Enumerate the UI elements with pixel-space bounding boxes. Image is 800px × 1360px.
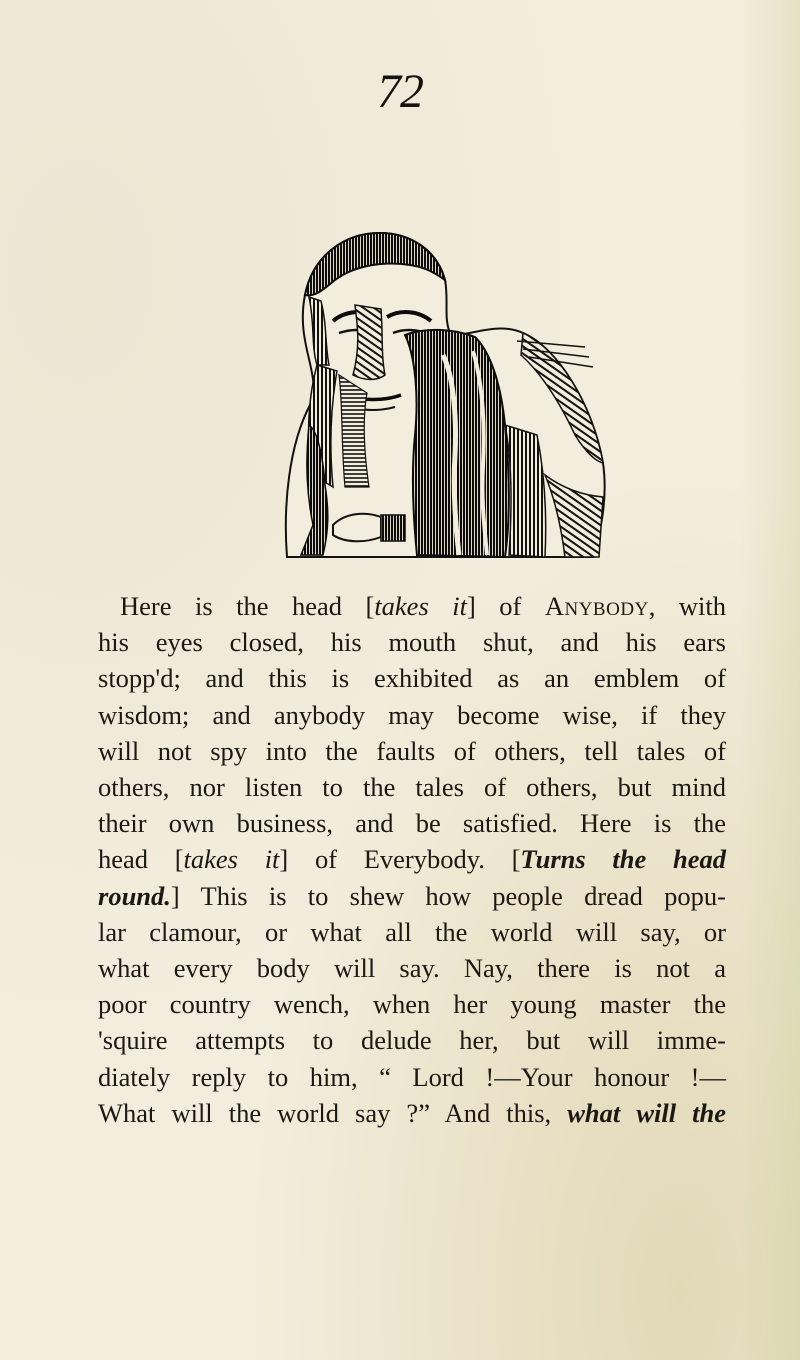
text-line: what every body will say. Nay, there is not a xyxy=(98,953,726,984)
text-line: head [takes it] of Everybody. [Turns the head xyxy=(98,844,726,875)
body-paragraph xyxy=(98,588,726,1131)
text-line: will not spy into the faults of others, tell tales of xyxy=(98,735,726,766)
page-number: 72 xyxy=(377,65,423,118)
text-line: their own business, and be satisfied. Here is the xyxy=(98,808,726,839)
text-line: 'squire attempts to delude her, but will imme- xyxy=(98,1025,726,1056)
text-line: What will the world say ?” And this, what will the xyxy=(98,1097,727,1128)
text-line: wisdom; and anybody may become wise, if they xyxy=(98,699,726,730)
text-line: round.] This is to shew how people dread popu- xyxy=(98,880,726,911)
text-line: diately reply to him, “ Lord !—Your honour !— xyxy=(98,1061,726,1092)
text-line: others, nor listen to the tales of others, but mind xyxy=(98,772,726,803)
text-line: poor country wench, when her young master the xyxy=(98,989,726,1020)
text-line: his eyes closed, his mouth shut, and his ears xyxy=(98,627,726,658)
text-line: stopp'd; and this is exhibited as an emblem of xyxy=(98,663,726,694)
carved-head-engraving-icon xyxy=(205,225,625,575)
page-edge-shading xyxy=(740,0,800,1360)
text-line: Here is the head [takes it] of Anybody, with xyxy=(120,591,726,621)
text-line: lar clamour, or what all the world will say, or xyxy=(98,916,726,947)
